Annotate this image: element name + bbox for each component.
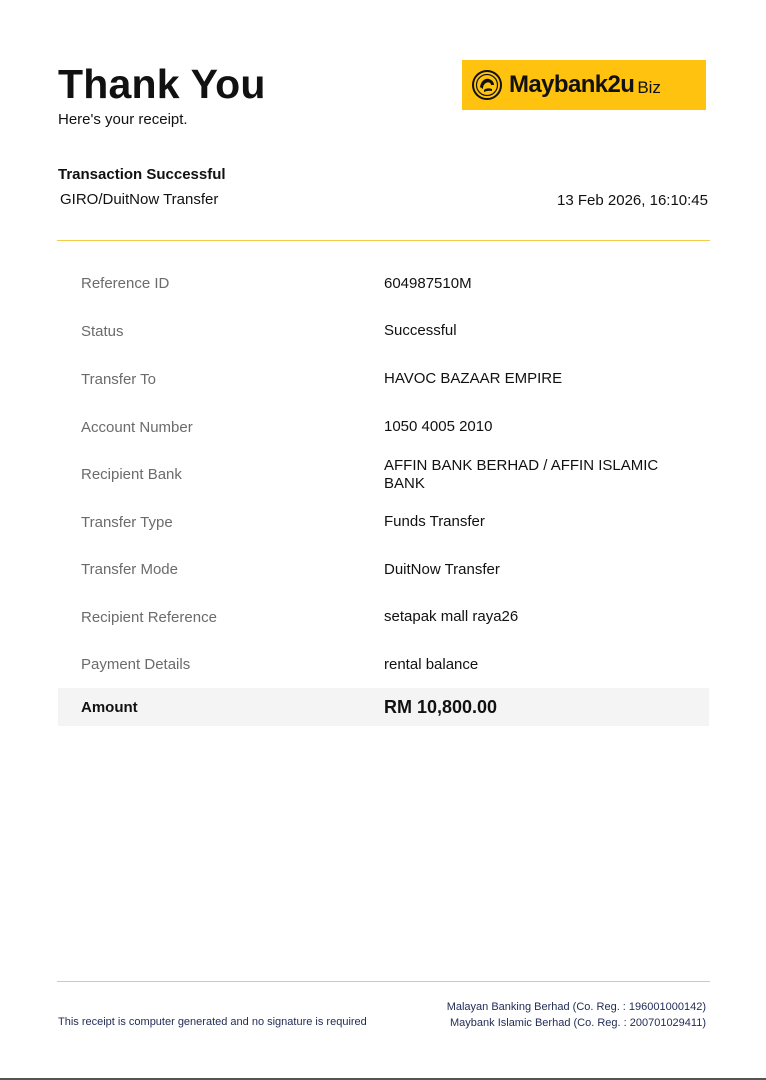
detail-value: rental balance [384,655,479,673]
detail-label: Account Number [81,418,193,436]
detail-row-transfer-to [58,355,709,403]
detail-label: Transfer To [81,370,157,388]
detail-row-recipient-bank [58,451,709,498]
detail-label: Payment Details [81,656,191,673]
detail-row-transfer-mode [58,546,709,593]
detail-value: setapak mall raya26 [384,608,519,625]
footer-registration-maybank-islamic: Maybank Islamic Berhad (Co. Reg. : 200701029411) [450,1017,706,1029]
detail-label: Transfer Type [81,513,173,531]
footer-disclaimer: This receipt is computer generated and no signature is required [58,1016,367,1028]
detail-label: Reference ID [81,275,170,292]
maybank2u-biz-logo [462,60,706,110]
detail-row-status [58,307,709,355]
amount-label: Amount [81,698,138,716]
detail-row-recipient-reference [58,593,709,641]
logo-wordmark: Maybank2u [509,71,635,98]
detail-row-reference-id [58,260,709,307]
receipt-details [58,260,709,688]
detail-label: Recipient Bank [81,466,182,483]
footer-registration-maybank: Malayan Banking Berhad (Co. Reg. : 196001000142) [446,1001,706,1013]
amount-value: RM 10,800.00 [384,696,498,717]
detail-row-transfer-type [58,498,709,546]
transaction-datetime: 13 Feb 2026, 16:10:45 [557,192,708,209]
detail-value: DuitNow Transfer [384,560,500,578]
detail-value: 1050 4005 2010 [384,418,493,435]
detail-label: Recipient Reference [81,608,217,626]
detail-value: Successful [384,322,457,339]
header-divider [57,240,710,241]
detail-value: AFFIN BANK BERHAD / AFFIN ISLAMIC BANK [384,456,659,492]
page-title: Thank You [58,61,266,107]
page-subtitle: Here's your receipt. [58,111,188,128]
detail-value: Funds Transfer [384,513,485,530]
detail-label: Transfer Mode [81,561,178,578]
logo-biz-suffix: Biz [637,77,661,97]
footer-divider [57,981,710,982]
amount-row [58,688,709,726]
detail-row-payment-details [58,641,709,688]
detail-row-account-number [58,403,709,451]
detail-value: HAVOC BAZAAR EMPIRE [384,370,563,387]
detail-value: 604987510M [384,274,472,292]
detail-label: Status [81,322,124,340]
maybank-tiger-icon [472,70,502,100]
transaction-status-heading: Transaction Successful [58,166,226,183]
transaction-type: GIRO/DuitNow Transfer [60,191,219,208]
